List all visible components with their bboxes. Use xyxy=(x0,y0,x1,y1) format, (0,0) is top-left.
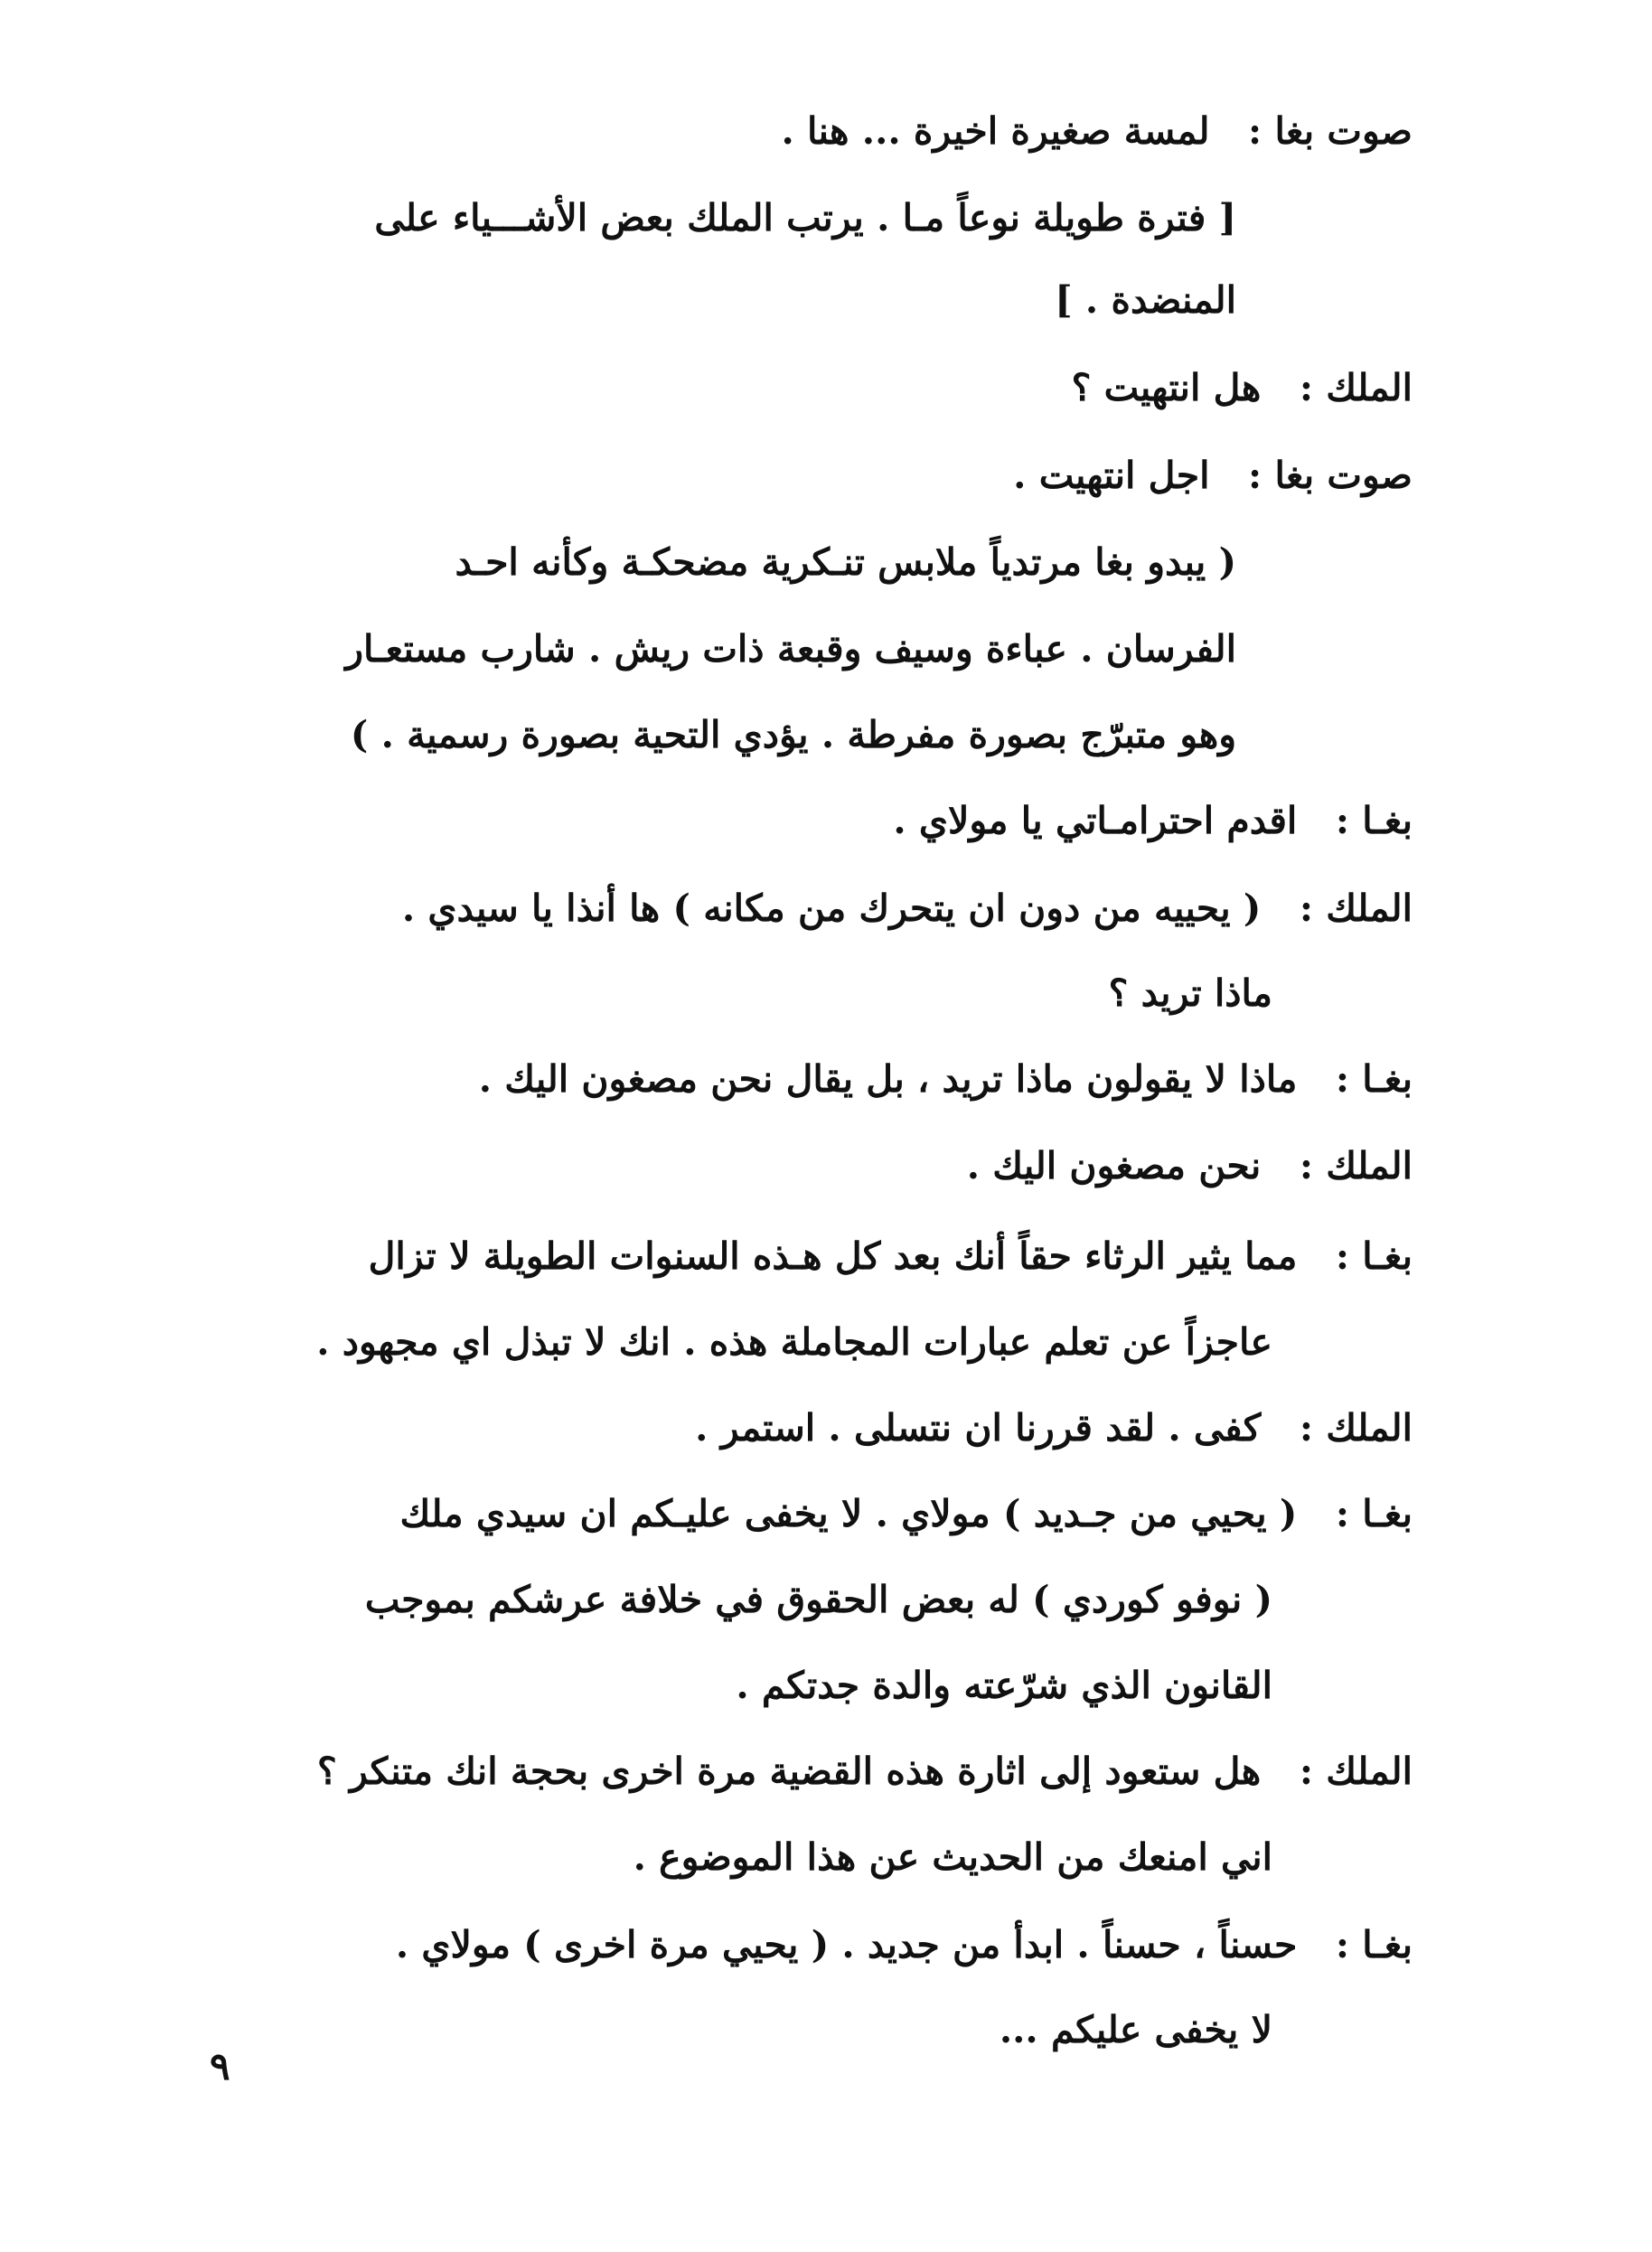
stage-direction-line xyxy=(1055,278,1236,322)
stage-direction-text: ( يبدو بغا مرتدياً ملابس تنـكرية مضحكـة وكأنه احـد xyxy=(455,540,1236,584)
dialogue-text: لا يخفى عليكم ... xyxy=(999,2008,1272,2051)
dialogue-continuation xyxy=(736,1664,1272,1707)
dialogue-text: هل انتهيت ؟ xyxy=(1071,366,1262,409)
speaker-name: بغـا : xyxy=(1335,799,1413,842)
dialogue-text: كفى . لقد قررنا ان نتسلى . استمر . xyxy=(695,1406,1262,1450)
dialogue-line xyxy=(401,887,1413,930)
dialogue-text: حسناً ، حسناً . ابدأ من جديد . ( يحيي مرة اخرى ) مولاي . xyxy=(395,1923,1298,1966)
dialogue-text: ماذا تريد ؟ xyxy=(1108,971,1272,1015)
dialogue-text: القانون الذي شرّعته والدة جدتكم . xyxy=(736,1664,1272,1707)
dialogue-line xyxy=(781,109,1413,153)
stage-direction-line xyxy=(374,196,1236,239)
dialogue-text: نحن مصغون اليك . xyxy=(966,1144,1262,1187)
dialogue-text: ( يحييه من دون ان يتحرك من مكانه ) ها أنذا يا سيدي . xyxy=(401,887,1262,930)
stage-direction-text: [ فترة طويلة نوعاً مـا . يرتب الملك بعض الأشـــياء على xyxy=(374,196,1236,239)
dialogue-line xyxy=(1013,454,1413,497)
dialogue-text: لمسة صغيرة اخيرة ... هنا . xyxy=(781,109,1210,153)
stage-direction-text: الفرسان . عباءة وسيف وقبعة ذات ريش . شارب مستعـار xyxy=(345,627,1236,671)
dialogue-continuation xyxy=(633,1835,1272,1879)
dialogue-text: عاجزاً عن تعلم عبارات المجاملة هذه . انك لا تبذل اي مجهود . xyxy=(316,1320,1272,1364)
dialogue-line xyxy=(395,1923,1413,1966)
speaker-name: بغـا : xyxy=(1335,1492,1413,1535)
dialogue-line xyxy=(368,1234,1413,1278)
speaker-name: بغـا : xyxy=(1335,1923,1413,1966)
dialogue-line xyxy=(893,799,1413,842)
dialogue-continuation xyxy=(1108,971,1272,1015)
dialogue-text: مما يثير الرثاء حقاً أنك بعد كل هـذه السنوات الطويلة لا تزال xyxy=(368,1234,1298,1278)
dialogue-line xyxy=(695,1406,1413,1450)
dialogue-line xyxy=(478,1057,1413,1101)
dialogue-text: ( نوفو كوردي ) له بعض الحقوق في خلافة عرشكم بموجب xyxy=(364,1578,1272,1621)
dialogue-continuation xyxy=(364,1578,1272,1621)
dialogue-text: ( يحيي من جـديد ) مولاي . لا يخفى عليـكم ان سيدي ملك xyxy=(399,1492,1298,1535)
stage-direction-line xyxy=(345,627,1236,671)
dialogue-line xyxy=(316,1750,1413,1793)
speaker-name: الملك : xyxy=(1299,1750,1413,1793)
dialogue-line xyxy=(966,1144,1413,1187)
speaker-name: الملك : xyxy=(1299,887,1413,930)
dialogue-line xyxy=(399,1492,1413,1535)
stage-direction-text: المنضدة . ] xyxy=(1055,278,1236,322)
page-number: ٩ xyxy=(210,2044,230,2088)
stage-direction-line xyxy=(455,540,1236,584)
dialogue-text: هل ستعود إلى اثارة هذه القضية مرة اخرى بحجة انك متنكر ؟ xyxy=(316,1750,1262,1793)
dialogue-continuation xyxy=(316,1320,1272,1364)
speaker-name: صوت بغا : xyxy=(1248,454,1413,497)
stage-direction-line xyxy=(350,713,1236,756)
dialogue-continuation xyxy=(999,2008,1272,2051)
dialogue-text: اني امنعك من الحديث عن هذا الموضوع . xyxy=(633,1835,1272,1879)
speaker-name: الملك : xyxy=(1299,366,1413,409)
speaker-name: بغـا : xyxy=(1335,1057,1413,1101)
dialogue-text: اقدم احترامـاتي يا مولاي . xyxy=(893,799,1298,842)
speaker-name: الملك : xyxy=(1299,1144,1413,1187)
speaker-name: الملك : xyxy=(1299,1406,1413,1450)
dialogue-text: ماذا لا يقولون ماذا تريد ، بل يقال نحن مصغون اليك . xyxy=(478,1057,1298,1101)
dialogue-text: اجل انتهيت . xyxy=(1013,454,1210,497)
stage-direction-text: وهو متبرّج بصورة مفرطة . يؤدي التحية بصورة رسمية . ) xyxy=(350,713,1236,756)
speaker-name: صوت بغا : xyxy=(1248,109,1413,153)
speaker-name: بغـا : xyxy=(1335,1234,1413,1278)
dialogue-line xyxy=(1071,366,1413,409)
